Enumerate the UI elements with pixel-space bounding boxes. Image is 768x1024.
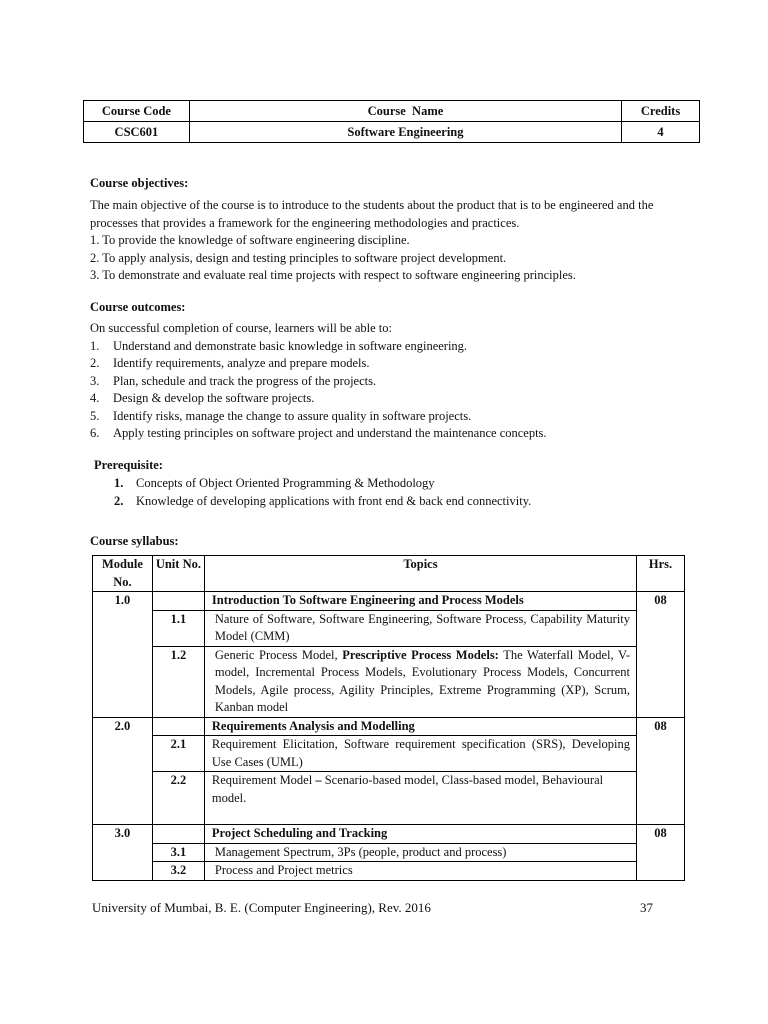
credits-header: Credits xyxy=(622,101,700,122)
outcome-item: 3. Plan, schedule and track the progress of the projects. xyxy=(90,373,377,388)
module-number: 2.0 xyxy=(93,717,153,825)
module-hours: 08 xyxy=(637,592,685,718)
objectives-section xyxy=(90,197,698,285)
course-info-table xyxy=(83,100,700,143)
module-title: Introduction To Software Engineering and Process Models xyxy=(204,592,636,611)
unit-row xyxy=(93,843,685,862)
outcome-item: 5. Identify risks, manage the change to assure quality in software projects. xyxy=(90,408,472,423)
syllabus-table xyxy=(92,555,685,881)
outcome-item: 4. Design & develop the software projects. xyxy=(90,391,315,405)
course-table-header-row xyxy=(84,101,700,122)
topics-header: Topics xyxy=(204,556,636,592)
objective-item: 2. To apply analysis, design and testing principles to software project development. xyxy=(90,250,507,265)
unit-topics: Requirement Model – Scenario-based model, Class-based model, Behavioural model. xyxy=(204,772,636,825)
syllabus-header-row xyxy=(93,556,685,592)
module-number: 1.0 xyxy=(93,592,153,718)
unit-row xyxy=(93,772,685,825)
unit-row xyxy=(93,862,685,881)
unit-number: 2.2 xyxy=(152,772,204,825)
unit-topics: Process and Project metrics xyxy=(204,862,636,881)
unit-cell-empty xyxy=(152,717,204,736)
outcome-item: 1. Understand and demonstrate basic knowledge in software engineering. xyxy=(90,338,468,353)
unit-topics: Generic Process Model, Prescriptive Process Models: The Waterfall Model, V-model, Incremental Process Models, Evolutionary Process Models, Concurrent Models, Agile process, Agility Principles, Extreme Programming (XP), Scrum, Kanban model xyxy=(204,646,636,717)
prerequisite-item: 1. Concepts of Object Oriented Programming & Methodology xyxy=(114,476,435,490)
unit-row xyxy=(93,736,685,772)
prerequisite-title: Prerequisite: xyxy=(94,458,163,472)
module-title: Requirements Analysis and Modelling xyxy=(204,717,636,736)
hrs-header: Hrs. xyxy=(637,556,685,592)
prerequisite-section xyxy=(114,475,694,510)
outcome-item: 2. Identify requirements, analyze and prepare models. xyxy=(90,356,370,370)
unit-row xyxy=(93,610,685,646)
unit-number: 1.1 xyxy=(152,610,204,646)
outcomes-section xyxy=(90,320,698,443)
unit-topics: Nature of Software, Software Engineering, Software Process, Capability Maturity Model (CMM) xyxy=(204,610,636,646)
course-name-value: Software Engineering xyxy=(189,122,621,143)
credits-value: 4 xyxy=(622,122,700,143)
outcomes-intro: On successful completion of course, learners will be able to: xyxy=(90,321,392,335)
unit-number: 1.2 xyxy=(152,646,204,717)
course-name-header: Course Name xyxy=(189,101,621,122)
module-title: Project Scheduling and Tracking xyxy=(204,825,636,844)
module-header: Module No. xyxy=(93,556,153,592)
unit-cell-empty xyxy=(152,825,204,844)
page-number: 37 xyxy=(640,900,653,915)
objectives-intro: The main objective of the course is to introduce to the students about the product that is to be engineered and the processes that provides a framework for the engineering methodologies and practices. xyxy=(90,198,654,230)
unit-header: Unit No. xyxy=(152,556,204,592)
course-code-header: Course Code xyxy=(84,101,190,122)
course-table-row xyxy=(84,122,700,143)
unit-number: 3.2 xyxy=(152,862,204,881)
outcomes-title: Course outcomes: xyxy=(90,300,186,314)
objective-item: 1. To provide the knowledge of software engineering discipline. xyxy=(90,233,410,247)
prerequisite-item: 2. Knowledge of developing applications with front end & back end connectivity. xyxy=(114,493,532,508)
objective-item: 3. To demonstrate and evaluate real time projects with respect to software engineering principles. xyxy=(90,268,576,282)
course-code-value: CSC601 xyxy=(84,122,190,143)
unit-topics: Management Spectrum, 3Ps (people, product and process) xyxy=(204,843,636,862)
module-number: 3.0 xyxy=(93,825,153,881)
unit-row xyxy=(93,646,685,717)
module-hours: 08 xyxy=(637,825,685,881)
syllabus-title: Course syllabus: xyxy=(90,534,179,548)
unit-number: 2.1 xyxy=(152,736,204,772)
module-hours: 08 xyxy=(637,717,685,825)
module-row xyxy=(93,825,685,844)
unit-number: 3.1 xyxy=(152,843,204,862)
outcome-item: 6. Apply testing principles on software project and understand the maintenance concepts. xyxy=(90,426,547,440)
module-row xyxy=(93,717,685,736)
module-row xyxy=(93,592,685,611)
footer-university: University of Mumbai, B. E. (Computer Engineering), Rev. 2016 xyxy=(92,900,431,915)
unit-topics: Requirement Elicitation, Software requirement specification (SRS), Developing Use Cases (UML) xyxy=(204,736,636,772)
unit-cell-empty xyxy=(152,592,204,611)
objectives-title: Course objectives: xyxy=(90,176,189,190)
